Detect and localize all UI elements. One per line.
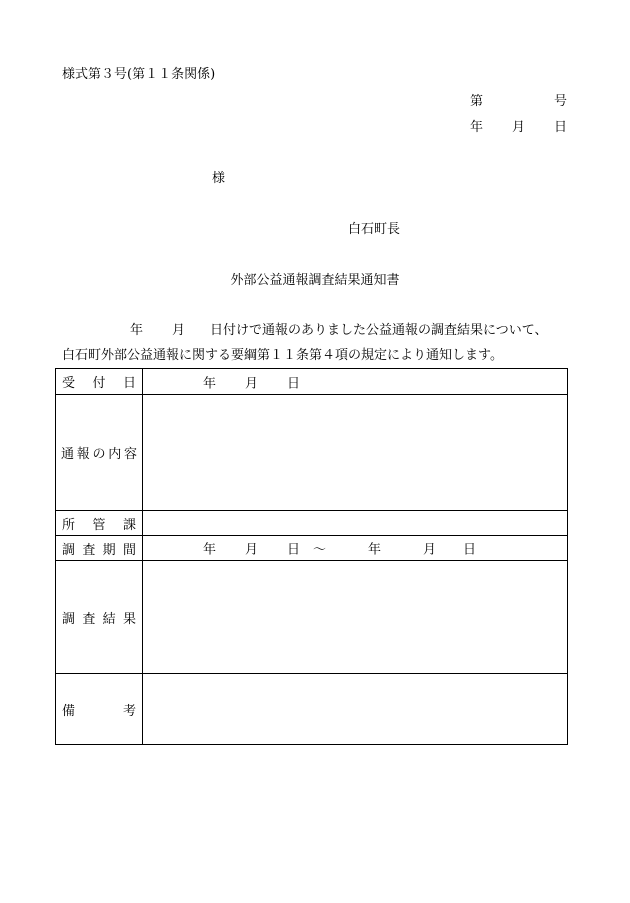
body-day-text: 日付けで通報のありました公益通報の調査結果について、 [210, 323, 548, 338]
label-char: 内 [108, 447, 122, 462]
period-end-year: 年 [368, 542, 382, 558]
table-row-investigation-period [56, 536, 568, 561]
value-report-content[interactable] [143, 395, 568, 511]
label-report-content [56, 395, 143, 511]
body-year: 年 [130, 323, 144, 338]
table-row-remarks [56, 674, 568, 745]
table-row-department [56, 511, 568, 536]
label-char: 期 [102, 542, 116, 558]
label-char: 備 [62, 703, 76, 719]
period-end-day: 日 [463, 542, 477, 558]
label-char: 査 [82, 611, 96, 627]
addressee: 様 [212, 171, 226, 186]
body-line-2: 白石町外部公益通報に関する要綱第１１条第４項の規定により通知します。 [62, 348, 503, 363]
label-department [56, 511, 143, 536]
period-tilde: ～ [313, 542, 327, 558]
label-char: 報 [76, 447, 90, 462]
label-char: 容 [123, 447, 137, 462]
label-char: 調 [62, 542, 76, 558]
value-investigation-period[interactable] [143, 536, 568, 561]
number-suffix: 号 [554, 94, 568, 109]
label-char: 受 [62, 376, 76, 391]
table-row-investigation-result [56, 561, 568, 674]
value-receipt-date[interactable] [143, 369, 568, 395]
document-title: 外部公益通報調査結果通知書 [230, 273, 400, 288]
label-char: 通 [61, 447, 75, 462]
label-char: の [92, 447, 106, 462]
label-char: 所 [62, 517, 76, 533]
label-char: 管 [92, 517, 106, 533]
label-char: 調 [62, 611, 76, 627]
value-department[interactable] [143, 511, 568, 536]
label-investigation-result [56, 561, 143, 674]
label-char: 考 [122, 703, 136, 719]
label-char: 日 [122, 376, 136, 391]
period-start-day: 日 [287, 542, 301, 558]
label-receipt-date [56, 369, 143, 395]
label-char: 課 [122, 517, 136, 533]
label-char: 間 [122, 542, 136, 558]
value-remarks[interactable] [143, 674, 568, 745]
period-start-year: 年 [203, 542, 217, 558]
receipt-day: 日 [287, 376, 301, 391]
label-investigation-period [56, 536, 143, 561]
table-row-report-content [56, 395, 568, 511]
receipt-month: 月 [245, 376, 259, 391]
receipt-year: 年 [203, 376, 217, 391]
label-char: 査 [82, 542, 96, 558]
label-char: 結 [102, 611, 116, 627]
issue-date-year: 年 [470, 120, 484, 135]
form-number: 様式第３号(第１１条関係) [62, 67, 216, 82]
issue-date-month: 月 [512, 120, 526, 135]
label-remarks [56, 674, 143, 745]
period-end-month: 月 [423, 542, 437, 558]
notification-form-table [55, 368, 568, 745]
table-row-receipt-date [56, 369, 568, 395]
label-char: 果 [122, 611, 136, 627]
period-start-month: 月 [245, 542, 259, 558]
value-investigation-result[interactable] [143, 561, 568, 674]
number-prefix: 第 [470, 94, 484, 109]
sender: 白石町長 [348, 222, 401, 237]
issue-date-day: 日 [554, 120, 568, 135]
label-char: 付 [92, 376, 106, 391]
body-month: 月 [172, 323, 186, 338]
